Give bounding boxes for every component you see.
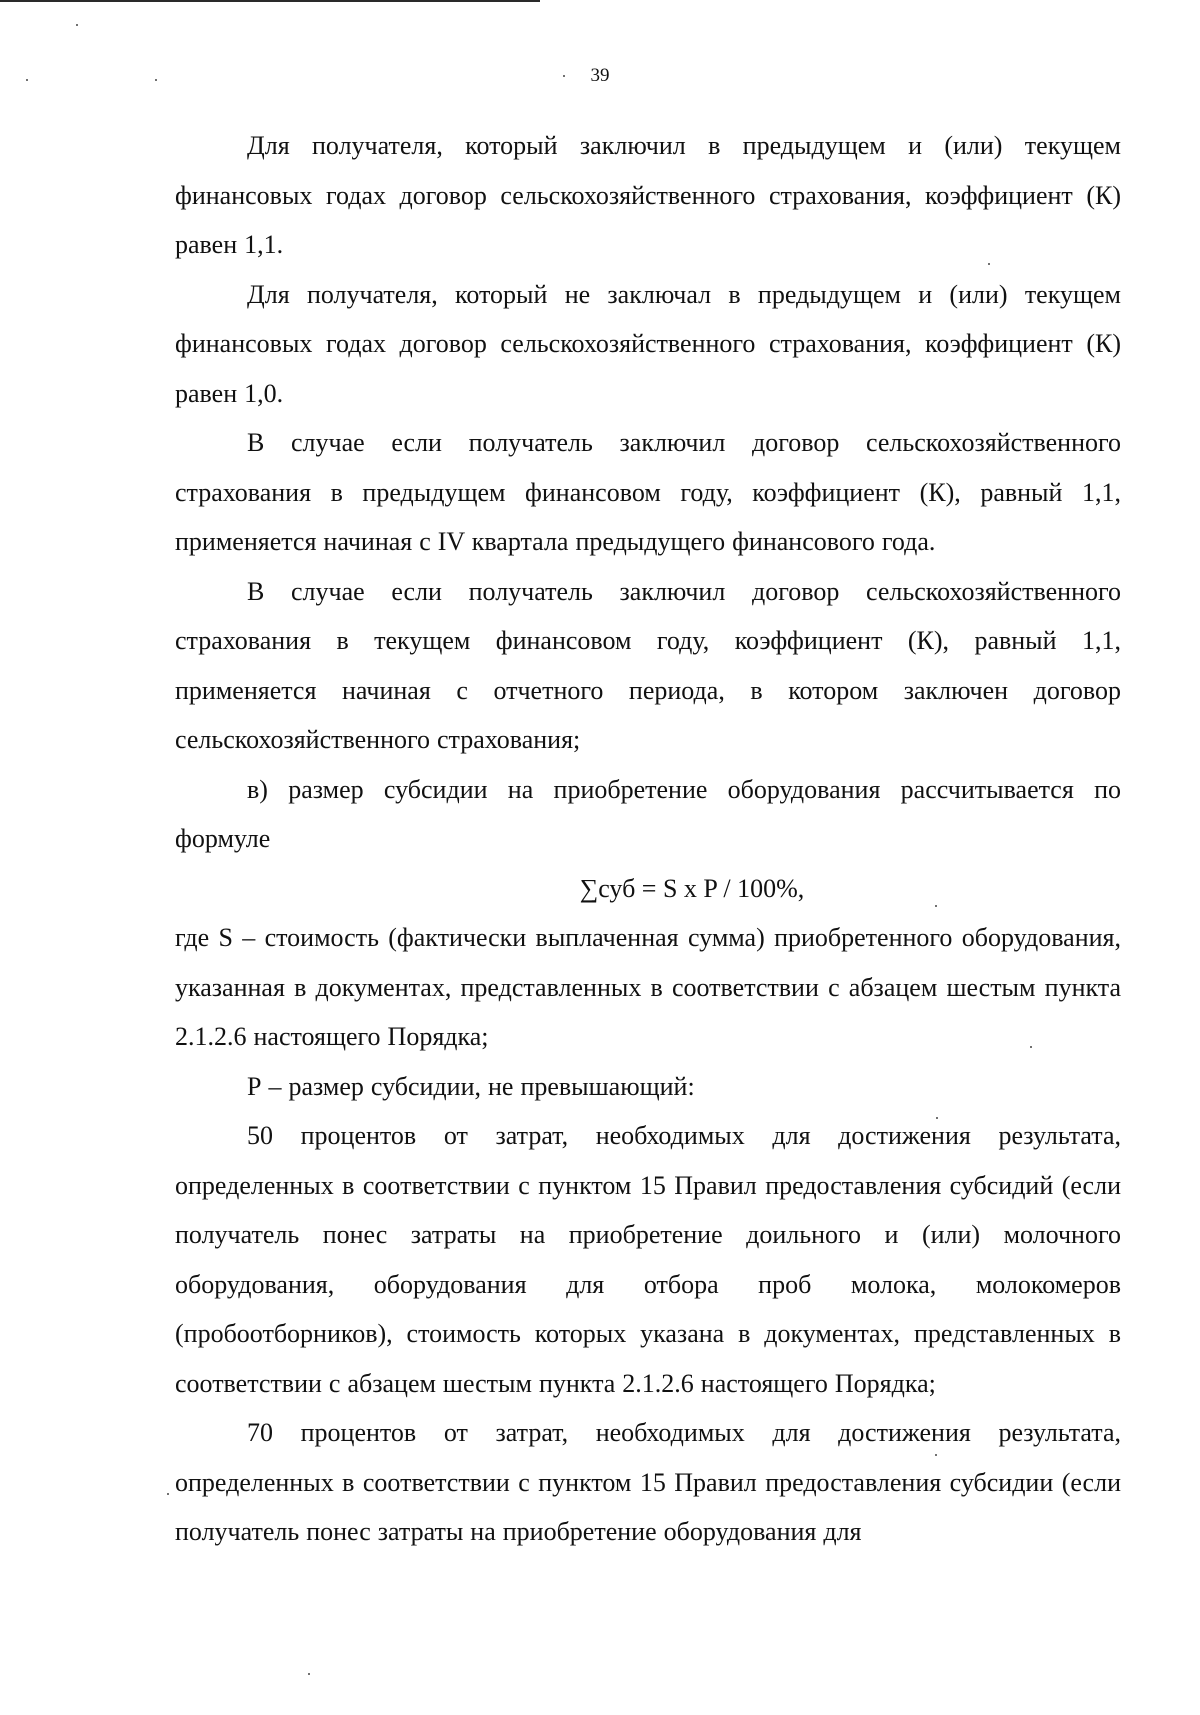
- scan-speck: [563, 75, 565, 77]
- scan-speck: [167, 1493, 169, 1495]
- scan-speck: [988, 263, 990, 265]
- paragraph-coefficient-1-0: Для получателя, который не заключал в предыдущем и (или) текущем финансовых годах договор сельскохозяйственного страхования, коэффициент (К) равен 1,0.: [175, 279, 1121, 408]
- paragraph-previous-year: В случае если получатель заключил договор сельскохозяйственного страхования в предыдущем финансовом году, коэффициент (К), равный 1,1, применяется начиная с IV квартала предыдущего финансового года.: [175, 428, 1121, 556]
- paragraph-coefficient-1-1: Для получателя, который заключил в предыдущем и (или) текущем финансовых годах договор сельскохозяйственного страхования, коэффициент (К) равен 1,1.: [175, 131, 1121, 259]
- paragraph-subsidy-formula-intro: в) размер субсидии на приобретение оборудования рассчитывается по формуле: [175, 774, 1121, 853]
- scan-top-edge: [0, 0, 540, 2]
- paragraph-50-percent: 50 процентов от затрат, необходимых для достижения результата, определенных в соответствии с пунктом 15 Правил предоставления субсидий (если получатель понес затраты на приобретение доильного и (или) молочного оборудования, оборудования для отбора проб молока, молокомеров (пробоотборников), стоимость которых указана в документах, представленных в соответствии с абзацем шестым пункта 2.1.2.6 настоящего Порядка;: [175, 1121, 1121, 1398]
- scan-speck: [935, 1454, 937, 1456]
- paragraph-70-percent: 70 процентов от затрат, необходимых для достижения результата, определенных в соответствии с пунктом 15 Правил предоставления субсидии (если получатель понес затраты на приобретение оборудования для: [175, 1418, 1121, 1546]
- paragraph-p-definition: Р – размер субсидии, не превышающий:: [247, 1071, 695, 1101]
- paragraph-current-year: В случае если получатель заключил договор сельскохозяйственного страхования в текущем финансовом году, коэффициент (К), равный 1,1, применяется начиная с отчетного периода, в котором заключен договор сельскохозяйственного страхования;: [175, 576, 1121, 754]
- scan-speck: [936, 1117, 938, 1119]
- scan-speck: [76, 24, 78, 26]
- paragraph-where-s: где S – стоимость (фактически выплаченная сумма) приобретенного оборудования, указанная в документах, представленных в соответствии с абзацем шестым пункта 2.1.2.6 настоящего Порядка;: [175, 923, 1121, 1051]
- scan-speck: [26, 79, 28, 81]
- scan-speck: [155, 79, 157, 81]
- document-body: [175, 121, 1121, 1557]
- scan-speck: [308, 1673, 310, 1675]
- scan-speck: [935, 905, 937, 907]
- scan-speck: [1030, 1046, 1032, 1048]
- page-number: 39: [590, 65, 610, 86]
- subsidy-formula: ∑суб = S x P / 100%,: [579, 873, 805, 903]
